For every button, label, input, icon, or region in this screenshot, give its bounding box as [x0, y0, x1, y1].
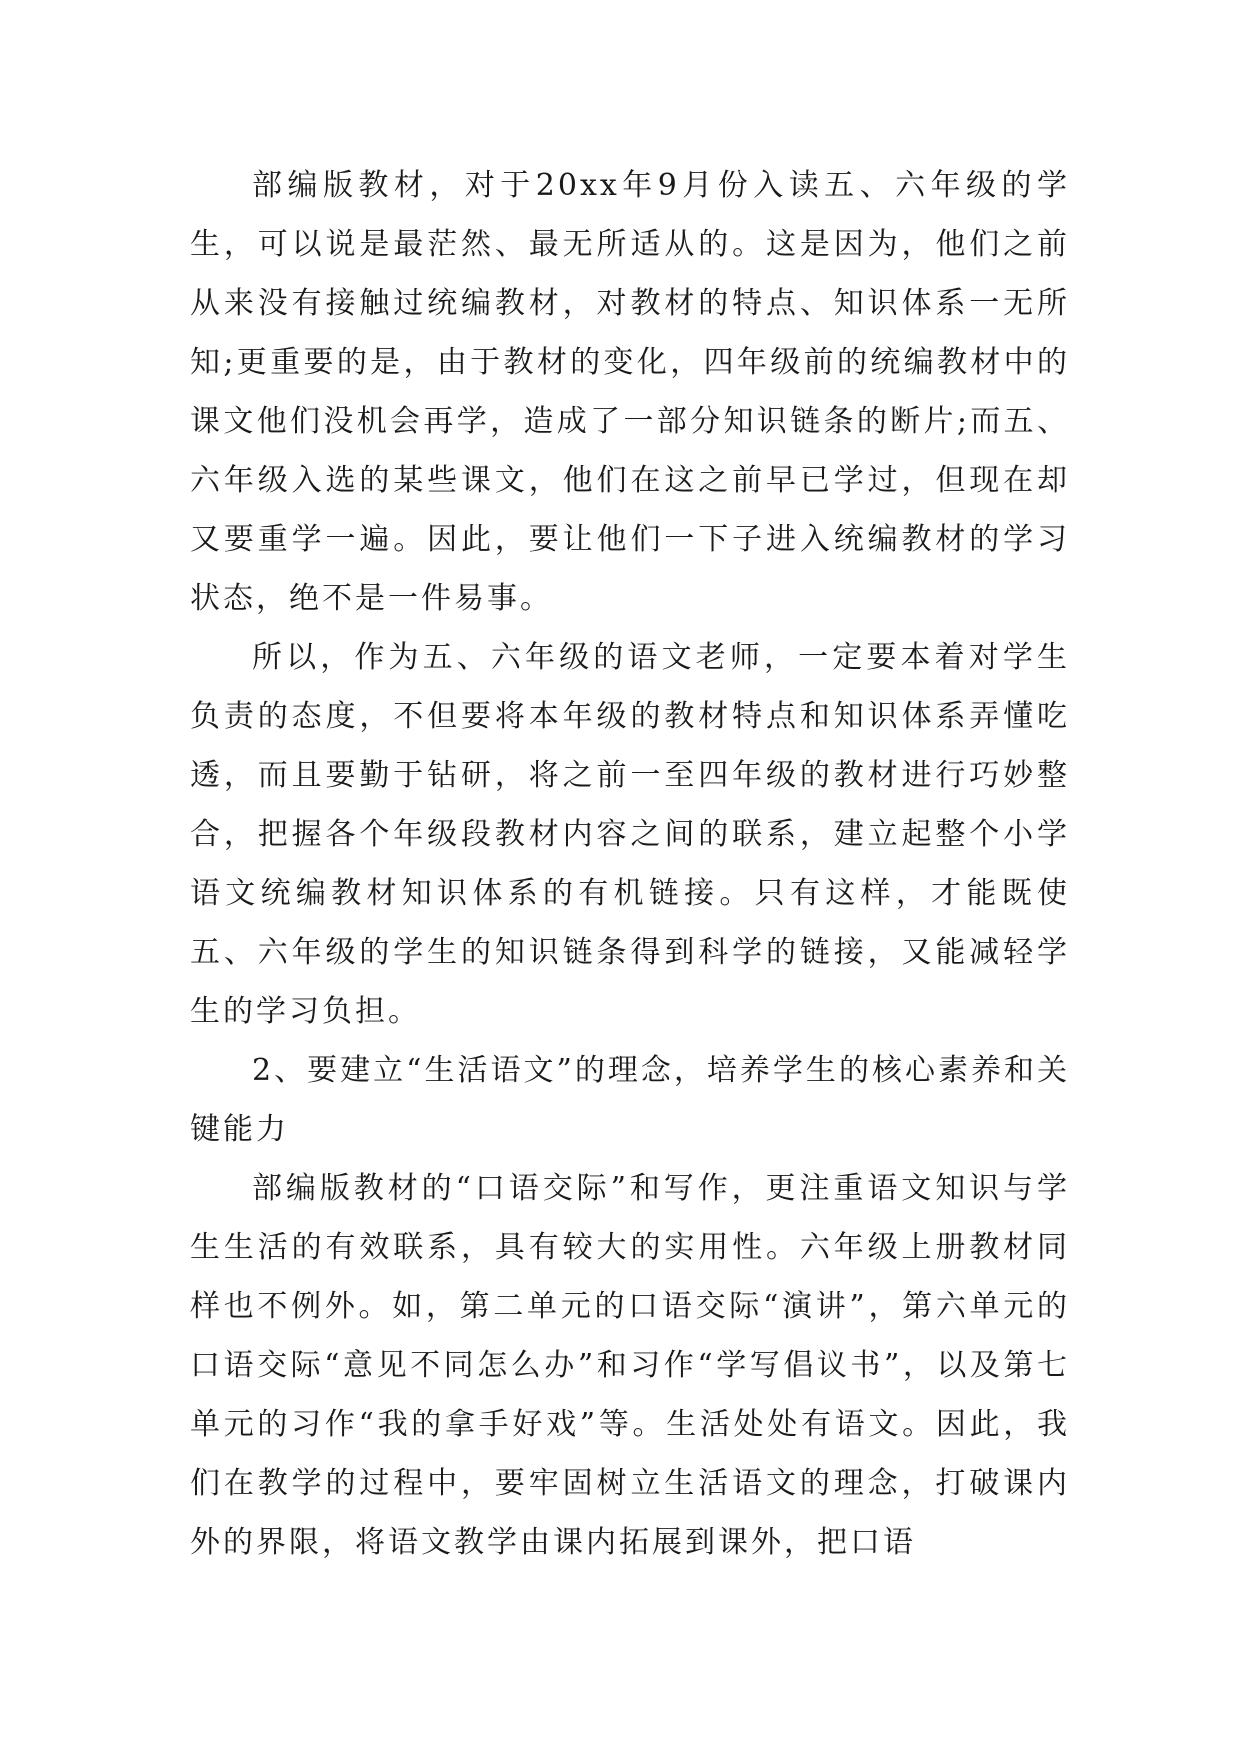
section-heading: 2、要建立“生活语文”的理念，培养学生的核心素养和关键能力 [190, 1053, 1070, 1147]
paragraph-1: 部编版教材，对于20xx年9月份入读五、六年级的学生，可以说是最茫然、最无所适从的。这是因为，他们之前从来没有接触过统编教材，对教材的特点、知识体系一无所知;更重要的是，由于教材的变化，四年级前的统编教材中的课文他们没机会再学，造成了一部分知识链条的断片;而五、六年级入选的某些课文，他们在这之前早已学过，但现在却又要重学一遍。因此，要让他们一下子进入统编教材的学习状态，绝不是一件易事。 [190, 168, 1070, 616]
paragraph-3: 部编版教材的“口语交际”和写作，更注重语文知识与学生生活的有效联系，具有较大的实用性。六年级上册教材同样也不例外。如，第二单元的口语交际“演讲”，第六单元的口语交际“意见不同怎么办”和习作“学写倡议书”，以及第七单元的习作“我的拿手好戏”等。生活处处有语文。因此，我们在教学的过程中，要牢固树立生活语文的理念，打破课内外的界限，将语文教学由课内拓展到课外，把口语 [190, 1171, 1070, 1560]
paragraph-2: 所以，作为五、六年级的语文老师，一定要本着对学生负责的态度，不但要将本年级的教材特点和知识体系弄懂吃透，而且要勤于钻研，将之前一至四年级的教材进行巧妙整合，把握各个年级段教材内容之间的联系，建立起整个小学语文统编教材知识体系的有机链接。只有这样，才能既使五、六年级的学生的知识链条得到科学的链接，又能减轻学生的学习负担。 [190, 640, 1070, 1029]
document-body [190, 156, 1070, 1572]
